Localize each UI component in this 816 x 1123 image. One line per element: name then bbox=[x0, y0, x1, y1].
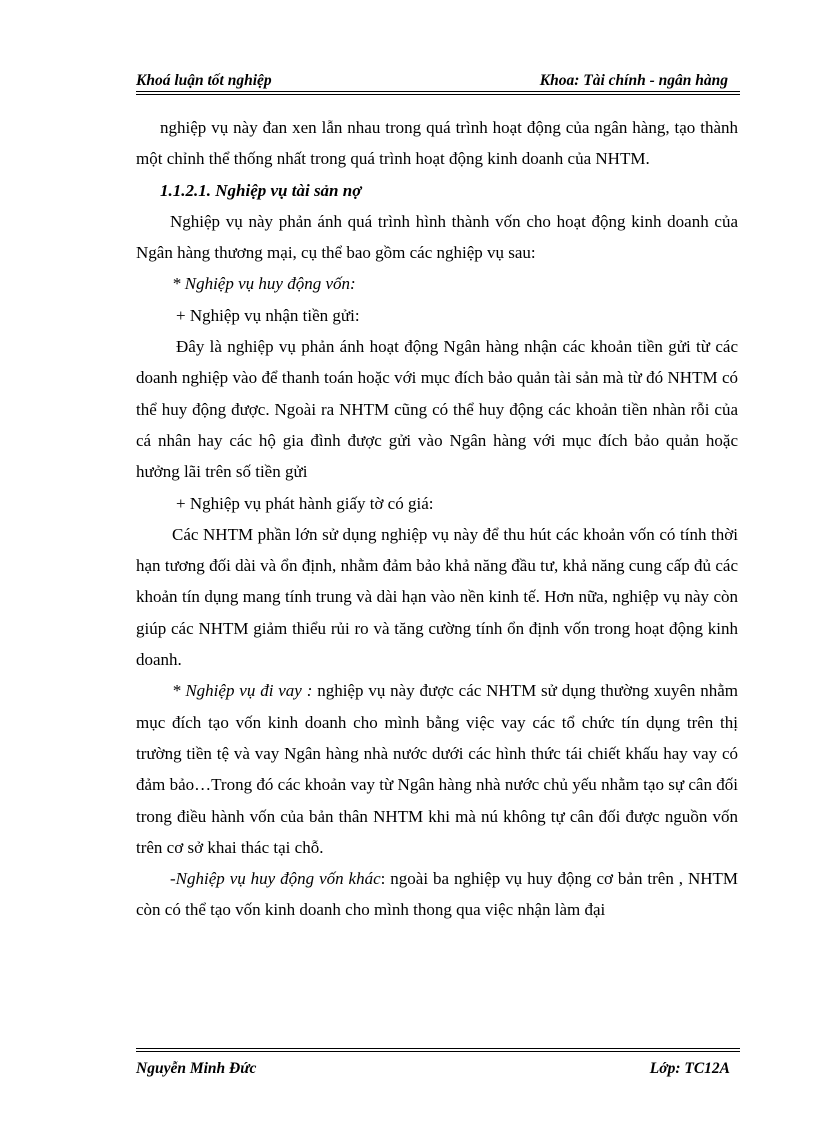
borrowing-text: nghiệp vụ này được các NHTM sử dụng thường xuyên nhằm mục đích tạo vốn kinh doanh cho mình bằng việc vay các tổ chức tín dụng trên thị trường tiền tệ và vay Ngân hàng nhà nước dưới các hình thức tái chiết khấu hay vay có đảm bảo…Trong đó các khoản vay từ Ngân hàng nhà nước chủ yếu nhằm tạo sự cân đối trong điều hành vốn của bản thân NHTM khi mà nú không tự cân đối được nguồn vốn trên cơ sở khai thác tại chỗ. bbox=[136, 681, 738, 857]
borrowing-label: * Nghiệp vụ đi vay : bbox=[172, 681, 313, 701]
header-thesis-title: Khoá luận tốt nghiệp bbox=[136, 72, 272, 89]
paragraph-other-mobilization bbox=[136, 863, 738, 926]
footer-author: Nguyễn Minh Đức bbox=[136, 1060, 257, 1077]
paragraph-valuable-papers: Các NHTM phần lớn sử dụng nghiệp vụ này để thu hút các khoản vốn có tính thời hạn tương đối dài và ổn định, nhằm đảm bảo khả năng đầu tư, khả năng cung cấp đủ các khoản tín dụng mang tính trung và dài hạn vào nền kinh tế. Hơn nữa, nghiệp vụ này còn giúp các NHTM giảm thiểu rủi ro và tăng cường tính ổn định vốn trong hoạt động kinh doanh. bbox=[136, 524, 738, 670]
document-body bbox=[136, 112, 738, 926]
paragraph-intro: nghiệp vụ này đan xen lẫn nhau trong quá trình hoạt động của ngân hàng, tạo thành một chỉnh thể thống nhất trong quá trình hoạt động kinh doanh của NHTM. bbox=[136, 118, 738, 169]
page-footer bbox=[136, 1056, 740, 1078]
header-rule-top bbox=[136, 91, 740, 92]
paragraph-borrowing bbox=[136, 675, 738, 863]
footer-class: Lớp: TC12A bbox=[649, 1060, 730, 1077]
header-faculty: Khoa: Tài chính - ngân hàng bbox=[539, 72, 728, 89]
paragraph-deposits: Đây là nghiệp vụ phản ánh hoạt động Ngân hàng nhận các khoản tiền gửi từ các doanh nghiệp vào để thanh toán hoặc với mục đích bảo quản tài sản mà từ đó NHTM có thể huy động được. Ngoài ra NHTM cũng có thể huy động các khoản tiền nhàn rỗi của cá nhân hay các hộ gia đình được gửi vào Ngân hàng với mục đích bảo quản hoặc hưởng lãi trên số tiền gửi bbox=[136, 337, 738, 482]
footer-rule-top bbox=[136, 1048, 740, 1049]
other-mobilization-text: : ngoài ba nghiệp vụ huy động cơ bản trên , NHTM còn có thể tạo vốn kinh doanh cho mình thong qua việc nhận làm đại bbox=[136, 869, 739, 920]
header-rule-bottom bbox=[136, 94, 740, 95]
item-valuable-papers: + Nghiệp vụ phát hành giấy tờ có giá: bbox=[176, 493, 434, 513]
other-mobilization-label: -Nghiệp vụ huy động vốn khác bbox=[170, 869, 381, 889]
section-heading: 1.1.2.1. Nghiệp vụ tài sản nợ bbox=[160, 180, 362, 200]
page-header bbox=[136, 68, 740, 90]
item-capital-mobilization: * Nghiệp vụ huy động vốn: bbox=[172, 274, 356, 294]
footer-rule-bottom bbox=[136, 1051, 740, 1052]
paragraph-liabilities-intro: Nghiệp vụ này phản ánh quá trình hình thành vốn cho hoạt động kinh doanh của Ngân hàng thương mại, cụ thể bao gồm các nghiệp vụ sau: bbox=[136, 211, 738, 263]
item-deposit-taking: + Nghiệp vụ nhận tiền gửi: bbox=[176, 305, 360, 325]
